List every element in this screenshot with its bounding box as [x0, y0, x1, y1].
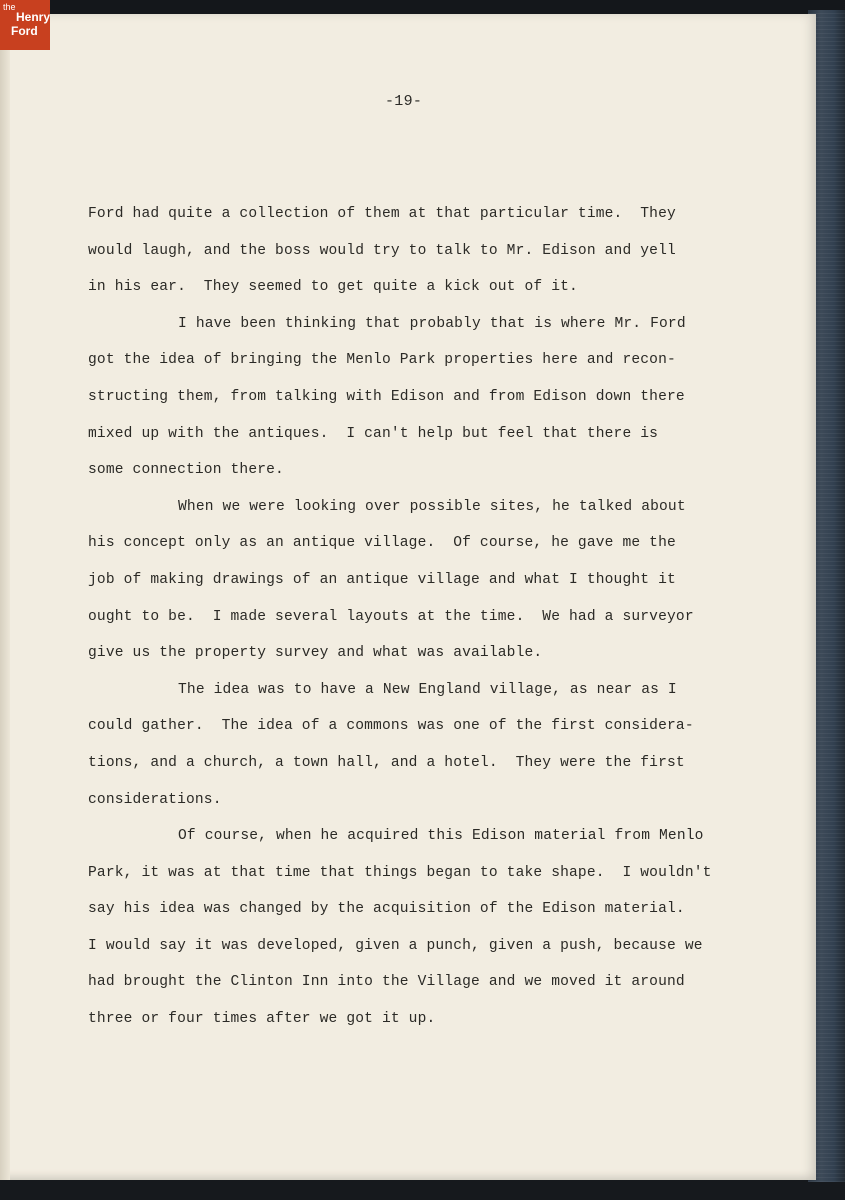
text-line: say his idea was changed by the acquisition of the Edison material. — [88, 901, 685, 918]
text-line: structing them, from talking with Edison and from Edison down there — [88, 388, 685, 405]
logo-ford-text: Ford — [11, 24, 38, 38]
text-line: tions, and a church, a town hall, and a hotel. They were the first — [88, 754, 685, 771]
page-number: -19- — [385, 93, 423, 110]
henry-ford-logo — [0, 0, 50, 50]
text-line: ought to be. I made several layouts at the time. We had a surveyor — [88, 608, 694, 625]
text-line: had brought the Clinton Inn into the Village and we moved it around — [88, 974, 685, 991]
text-line: job of making drawings of an antique village and what I thought it — [88, 571, 676, 588]
text-line: in his ear. They seemed to get quite a kick out of it. — [88, 279, 578, 296]
logo-henry-text: Henry — [16, 10, 50, 24]
text-line: mixed up with the antiques. I can't help but feel that there is — [88, 425, 659, 442]
paragraph-first-line: I have been thinking that probably that is where Mr. Ford — [178, 315, 686, 332]
paragraph-first-line: When we were looking over possible sites, he talked about — [178, 498, 686, 515]
transcript-body — [88, 196, 728, 1038]
page-gutter-edge — [0, 14, 10, 1180]
text-line: give us the property survey and what was available. — [88, 645, 543, 662]
text-line: could gather. The idea of a commons was one of the first considera- — [88, 718, 694, 735]
paragraph-first-line: Of course, when he acquired this Edison material from Menlo — [178, 828, 704, 845]
text-line: I would say it was developed, given a punch, given a push, because we — [88, 937, 703, 954]
scan-backdrop-bottom — [0, 1178, 845, 1200]
paragraph-first-line: The idea was to have a New England village, as near as I — [178, 681, 677, 698]
scan-backdrop-top — [0, 0, 845, 14]
text-line: his concept only as an antique village. Of course, he gave me the — [88, 535, 676, 552]
text-line: would laugh, and the boss would try to talk to Mr. Edison and yell — [88, 242, 676, 259]
text-line: some connection there. — [88, 462, 284, 479]
text-line: got the idea of bringing the Menlo Park properties here and recon- — [88, 352, 676, 369]
text-line: three or four times after we got it up. — [88, 1011, 436, 1028]
text-line: Ford had quite a collection of them at that particular time. They — [88, 206, 676, 222]
text-line: Park, it was at that time that things began to take shape. I wouldn't — [88, 864, 712, 881]
text-line: considerations. — [88, 791, 222, 808]
logo-the-text: the — [3, 2, 16, 12]
